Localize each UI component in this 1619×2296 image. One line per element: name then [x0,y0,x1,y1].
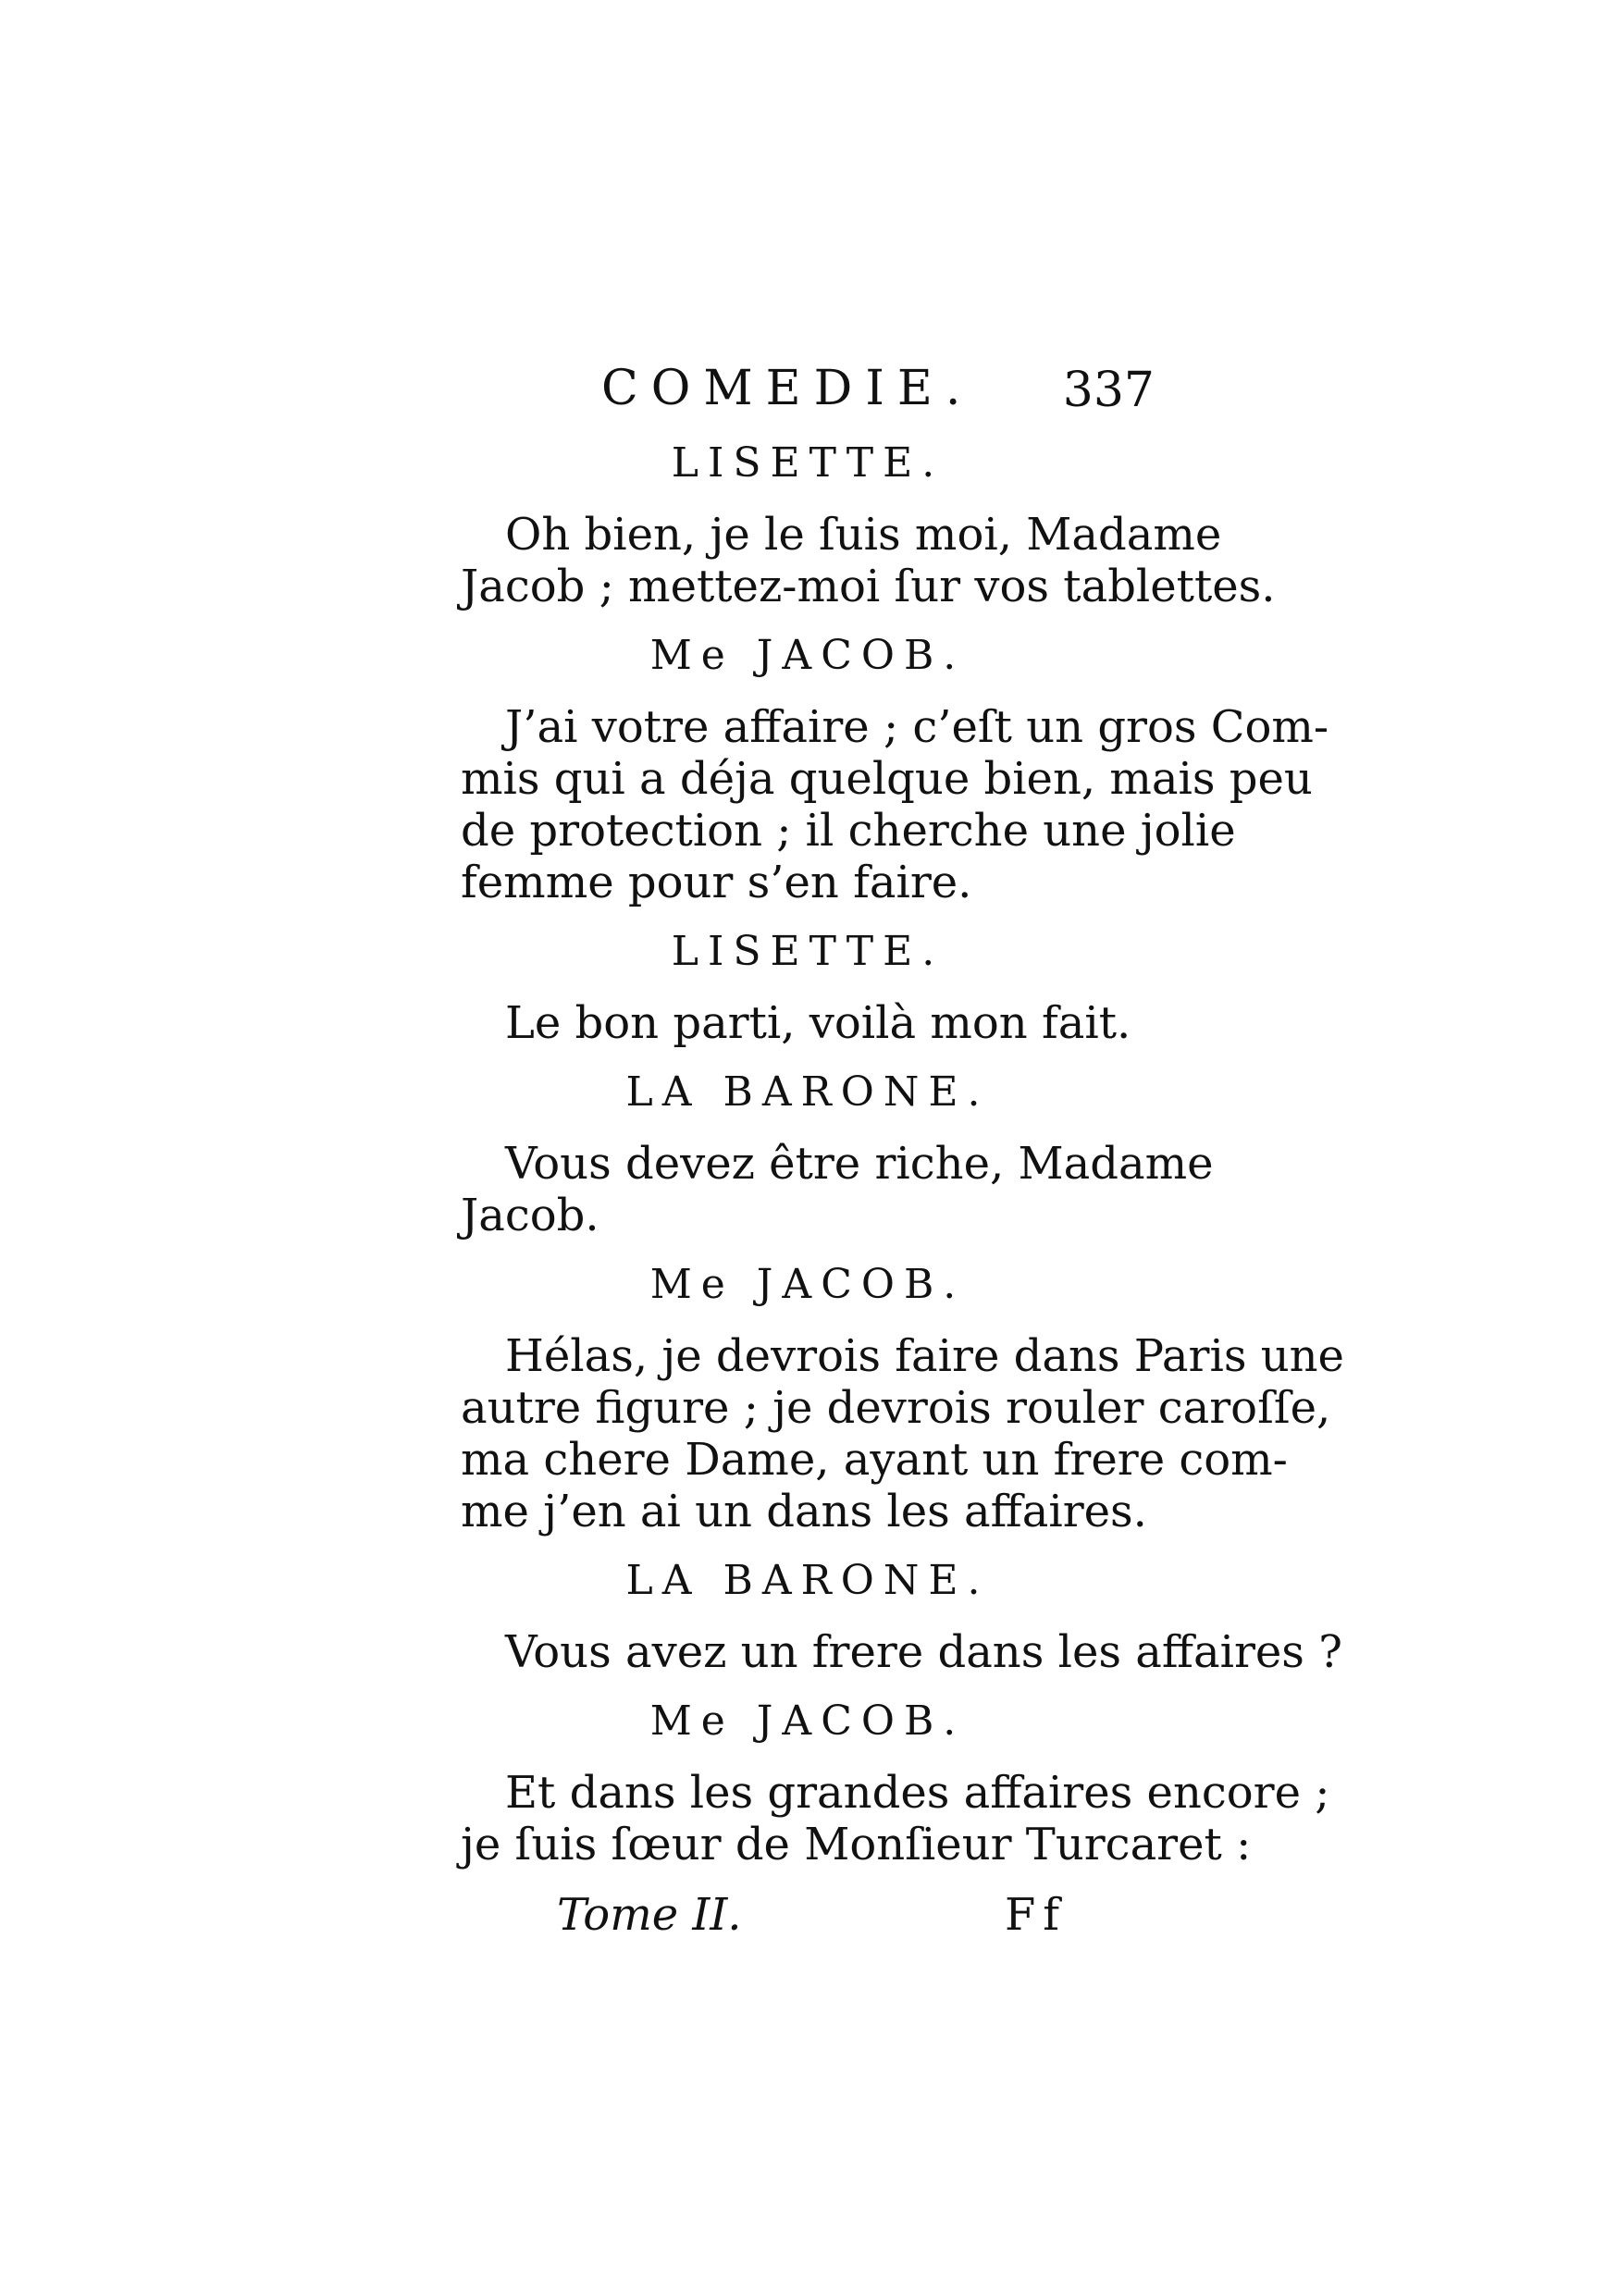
running-head [461,361,1155,438]
speech [461,1138,1214,1241]
speech-line: Le bon parti, voilà mon fait. [505,997,1131,1049]
speech-line: ma chere Dame, ayant un frere com- [461,1434,1288,1486]
speech-line: autre figure ; je devrois rouler caroſſe, [461,1382,1331,1434]
page-footer [461,1889,1155,1944]
speech-line: me j’en ai un dans les affaires. [461,1486,1147,1537]
running-title: COMEDIE. [601,361,974,416]
speech [461,1330,1344,1537]
speech-line: je ſuis ſœur de Monſieur Turcaret : [461,1819,1252,1870]
speaker-name: Me JACOB. [649,632,966,679]
speaker-name: LA BARONE. [625,1068,990,1116]
speech-line: Et dans les grandes affaires encore ; [505,1767,1330,1819]
speaker-name: Me JACOB. [649,1697,966,1745]
speech-line: femme pour s’en faire. [461,857,972,908]
speech-line: de protection ; il cherche une jolie [461,805,1236,857]
speech-line: mis qui a déja quelque bien, mais peu [461,753,1313,805]
speech-line: Hélas, je devrois faire dans Paris une [505,1330,1344,1382]
speech-line: Oh bien, je le ſuis moi, Madame [505,509,1222,561]
speech-line: Vous devez être riche, Madame [505,1138,1214,1190]
signature-mark: Ff [1005,1889,1068,1941]
speech-line: Jacob ; mettez-moi ſur vos tablettes. [461,561,1276,612]
volume-label: Tome II. [557,1889,742,1941]
text-block [461,361,1344,1944]
speech [461,1626,1342,1678]
speaker-name: LISETTE. [671,928,945,975]
speech [461,509,1276,612]
speaker-name: LISETTE. [671,439,945,487]
speech-line: J’ai votre affaire ; c’eſt un gros Com- [505,701,1329,753]
speech [461,997,1155,1049]
speech [461,1767,1330,1870]
page-number: 337 [1062,363,1155,418]
speaker-name: Me JACOB. [649,1261,966,1308]
speech-line: Jacob. [461,1190,599,1241]
speech-line: Vous avez un frere dans les affaires ? [505,1626,1342,1678]
speech [461,701,1329,908]
speaker-name: LA BARONE. [625,1557,990,1604]
